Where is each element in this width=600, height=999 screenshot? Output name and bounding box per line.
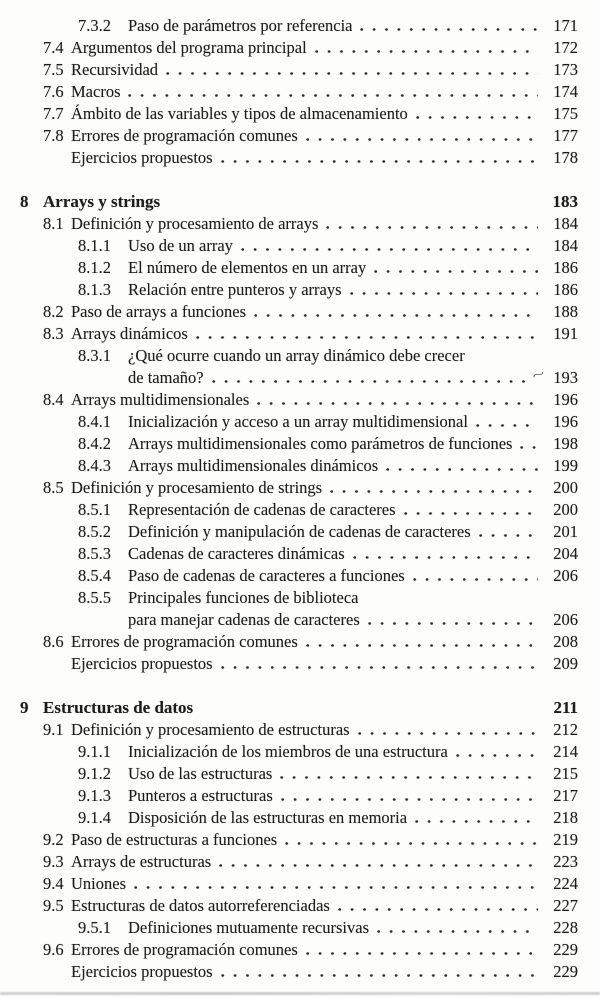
entry-title: Arrays y strings [43, 192, 161, 211]
entry-number: 7.5 [43, 60, 64, 79]
toc-chapter-9 [0, 697, 600, 719]
entry-number: 8.4.2 [78, 434, 111, 453]
toc-entry-ejercicios-propuestos-39 [0, 961, 600, 983]
entry-number: 7.4 [43, 38, 64, 57]
dot-leader [416, 116, 538, 119]
dot-leader [377, 930, 538, 933]
toc-entry-8.1.3 [0, 279, 600, 301]
entry-title: Recursividad [71, 60, 159, 79]
entry-page-number: 175 [553, 104, 578, 123]
entry-page-number: 191 [553, 324, 578, 343]
entry-title: El número de elementos en un array [128, 258, 367, 277]
entry-page-number: 206 [553, 566, 578, 585]
toc-entry-8.1.1 [0, 235, 600, 257]
entry-page-number: 193 [553, 368, 578, 387]
entry-page-number: 186 [553, 258, 578, 277]
dot-leader [315, 50, 538, 53]
entry-title: Principales funciones de biblioteca [128, 588, 359, 607]
entry-title: Argumentos del programa principal [71, 38, 307, 57]
toc-entry-7.3.2 [0, 15, 600, 37]
dot-leader [219, 864, 538, 867]
entry-page-number: 186 [553, 280, 578, 299]
entry-number: 9.6 [43, 940, 64, 959]
entry-page-number: 177 [553, 126, 578, 145]
entry-title: Errores de programación comunes [71, 632, 298, 651]
entry-title: ¿Qué ocurre cuando un array dinámico debe crecer [128, 346, 465, 365]
pencil-squiggle-artifact: ~ [530, 366, 548, 385]
dot-leader [221, 160, 538, 163]
dot-leader [368, 622, 538, 625]
dot-leader [386, 468, 538, 471]
toc-entry-8.2 [0, 301, 600, 323]
entry-number: 8 [20, 192, 29, 211]
entry-number: 9.4 [43, 874, 64, 893]
toc-entry-8.3.1 [0, 345, 600, 367]
entry-title: Ejercicios propuestos [71, 962, 213, 981]
entry-title: Errores de programación comunes [71, 126, 298, 145]
toc-entry-8.4 [0, 389, 600, 411]
entry-title: Uso de las estructuras [128, 764, 273, 783]
entry-title-continued: de tamaño? [128, 368, 204, 387]
entry-title: Definiciones mutuamente recursivas [128, 918, 369, 937]
entry-title: Inicialización de los miembros de una estructura [128, 742, 448, 761]
dot-leader [374, 270, 538, 273]
entry-number: 9.1.3 [78, 786, 111, 805]
dot-leader [254, 314, 538, 317]
toc-entry-ejercicios-propuestos-6 [0, 147, 600, 169]
toc-entry-continuation-8.3.1 [0, 367, 600, 389]
entry-number: 8.4.1 [78, 412, 111, 431]
entry-title: Arrays multidimensionales como parámetros de funciones [128, 434, 513, 453]
entry-title: Definición y procesamiento de estructuras [71, 720, 350, 739]
toc-entry-7.7 [0, 103, 600, 125]
toc-entry-8.5.5 [0, 587, 600, 609]
toc-entry-8.5.2 [0, 521, 600, 543]
entry-number: 8.5.1 [78, 500, 111, 519]
entry-title: Definición y manipulación de cadenas de caracteres [128, 522, 471, 541]
entry-page-number: 171 [553, 16, 578, 35]
entry-page-number: 229 [553, 940, 578, 959]
entry-number: 8.1 [43, 214, 64, 233]
toc-entry-8.1 [0, 213, 600, 235]
entry-title: Arrays dinámicos [71, 324, 188, 343]
entry-title: Relación entre punteros y arrays [128, 280, 342, 299]
toc-entry-ejercicios-propuestos-26 [0, 653, 600, 675]
entry-title: Paso de cadenas de caracteres a funciones [128, 566, 405, 585]
entry-title: Paso de estructuras a funciones [71, 830, 278, 849]
entry-number: 8.5.5 [78, 588, 111, 607]
entry-page-number: 214 [553, 742, 578, 761]
dot-leader [166, 72, 538, 75]
dot-leader [520, 446, 538, 449]
entry-page-number: 217 [553, 786, 578, 805]
entry-page-number: 183 [552, 192, 578, 211]
entry-number: 8.4 [43, 390, 64, 409]
toc-entry-7.8 [0, 125, 600, 147]
dot-leader [281, 798, 538, 801]
toc-entry-9.6 [0, 939, 600, 961]
dot-leader [456, 754, 538, 757]
entry-title: Paso de parámetros por referencia [128, 16, 353, 35]
toc-entry-7.4 [0, 37, 600, 59]
dot-leader [241, 248, 538, 251]
entry-title: Macros [71, 82, 121, 101]
toc-entry-8.5 [0, 477, 600, 499]
entry-page-number: 173 [553, 60, 578, 79]
entry-page-number: 199 [553, 456, 578, 475]
entry-page-number: 188 [553, 302, 578, 321]
entry-number: 7.3.2 [78, 16, 111, 35]
toc-chapter-8 [0, 191, 600, 213]
entry-page-number: 200 [553, 500, 578, 519]
toc-entry-9.1.4 [0, 807, 600, 829]
dot-leader [413, 578, 538, 581]
entry-number: 7.8 [43, 126, 64, 145]
dot-leader [280, 776, 538, 779]
dot-leader [257, 402, 538, 405]
entry-page-number: 198 [553, 434, 578, 453]
entry-number: 8.6 [43, 632, 64, 651]
dot-leader [285, 842, 538, 845]
entry-title-continued: para manejar cadenas de caracteres [128, 610, 360, 629]
entry-title: Errores de programación comunes [71, 940, 298, 959]
toc-entry-8.5.3 [0, 543, 600, 565]
entry-number: 8.5.4 [78, 566, 111, 585]
entry-number: 9 [20, 698, 29, 717]
toc-entry-8.1.2 [0, 257, 600, 279]
toc-entry-7.6 [0, 81, 600, 103]
entry-page-number: 212 [553, 720, 578, 739]
toc-entry-8.4.3 [0, 455, 600, 477]
dot-leader [404, 512, 538, 515]
entry-page-number: 228 [553, 918, 578, 937]
dot-leader [221, 974, 538, 977]
dot-leader [338, 908, 538, 911]
dot-leader [134, 886, 538, 889]
entry-page-number: 184 [553, 214, 578, 233]
entry-page-number: 201 [553, 522, 578, 541]
entry-title: Definición y procesamiento de strings [71, 478, 323, 497]
dot-leader [128, 94, 538, 97]
entry-number: 8.1.2 [78, 258, 111, 277]
entry-number: 8.3 [43, 324, 64, 343]
entry-title: Paso de arrays a funciones [71, 302, 247, 321]
toc-entry-8.4.2 [0, 433, 600, 455]
entry-page-number: 223 [553, 852, 578, 871]
entry-title: Ejercicios propuestos [71, 654, 213, 673]
toc-list [0, 15, 600, 983]
dot-leader [306, 952, 538, 955]
dot-leader [196, 336, 538, 339]
entry-title: Ámbito de las variables y tipos de almacenamiento [71, 104, 408, 123]
entry-title: Inicialización y acceso a un array multidimensional [128, 412, 468, 431]
toc-entry-8.4.1 [0, 411, 600, 433]
entry-number: 8.1.1 [78, 236, 111, 255]
toc-entry-8.5.1 [0, 499, 600, 521]
entry-number: 7.7 [43, 104, 64, 123]
entry-number: 8.5.2 [78, 522, 111, 541]
entry-number: 9.1 [43, 720, 64, 739]
dot-leader [353, 556, 538, 559]
dot-leader [221, 666, 538, 669]
toc-entry-9.3 [0, 851, 600, 873]
entry-page-number: 218 [553, 808, 578, 827]
dot-leader [326, 226, 538, 229]
entry-number: 8.2 [43, 302, 64, 321]
toc-entry-9.5.1 [0, 917, 600, 939]
dot-leader [306, 138, 538, 141]
entry-page-number: 206 [553, 610, 578, 629]
entry-title: Arrays multidimensionales dinámicos [128, 456, 379, 475]
dot-leader [306, 644, 538, 647]
toc-entry-9.1.1 [0, 741, 600, 763]
entry-title: Cadenas de caracteres dinámicas [128, 544, 345, 563]
entry-title: Estructuras de datos autorreferenciadas [71, 896, 330, 915]
entry-page-number: 229 [553, 962, 578, 981]
toc-entry-8.3 [0, 323, 600, 345]
entry-number: 9.3 [43, 852, 64, 871]
entry-title: Uso de un array [128, 236, 233, 255]
toc-entry-7.5 [0, 59, 600, 81]
entry-title: Uniones [71, 874, 126, 893]
entry-number: 9.5.1 [78, 918, 111, 937]
entry-title: Disposición de las estructuras en memoria [128, 808, 408, 827]
entry-title: Arrays multidimensionales [71, 390, 250, 409]
entry-page-number: 219 [553, 830, 578, 849]
entry-number: 9.1.1 [78, 742, 111, 761]
entry-number: 8.5 [43, 478, 64, 497]
entry-title: Estructuras de datos [43, 698, 194, 717]
scan-edge-artifact [0, 992, 600, 996]
toc-entry-9.4 [0, 873, 600, 895]
entry-page-number: 227 [553, 896, 578, 915]
dot-leader [479, 534, 538, 537]
toc-entry-8.5.4 [0, 565, 600, 587]
dot-leader [350, 292, 538, 295]
entry-number: 8.5.3 [78, 544, 111, 563]
entry-number: 9.1.2 [78, 764, 111, 783]
dot-leader [358, 732, 538, 735]
dot-leader [476, 424, 538, 427]
entry-page-number: 208 [553, 632, 578, 651]
entry-title: Punteros a estructuras [128, 786, 273, 805]
entry-page-number: 209 [553, 654, 578, 673]
entry-page-number: 215 [553, 764, 578, 783]
entry-page-number: 174 [553, 82, 578, 101]
toc-entry-9.2 [0, 829, 600, 851]
entry-page-number: 184 [553, 236, 578, 255]
entry-page-number: 200 [553, 478, 578, 497]
entry-number: 9.5 [43, 896, 64, 915]
dot-leader [330, 490, 538, 493]
entry-page-number: 204 [553, 544, 578, 563]
toc-entry-9.1 [0, 719, 600, 741]
entry-number: 8.3.1 [78, 346, 111, 365]
toc-entry-continuation-8.5.5 [0, 609, 600, 631]
entry-number: 7.6 [43, 82, 64, 101]
entry-title: Arrays de estructuras [71, 852, 212, 871]
dot-leader [415, 820, 538, 823]
entry-number: 9.1.4 [78, 808, 111, 827]
entry-number: 8.4.3 [78, 456, 111, 475]
entry-title: Representación de cadenas de caracteres [128, 500, 396, 519]
entry-number: 9.2 [43, 830, 64, 849]
entry-page-number: 172 [553, 38, 578, 57]
entry-title: Ejercicios propuestos [71, 148, 213, 167]
dot-leader [360, 28, 538, 31]
dot-leader [212, 380, 526, 383]
entry-title: Definición y procesamiento de arrays [71, 214, 319, 233]
toc-entry-9.5 [0, 895, 600, 917]
entry-page-number: 224 [553, 874, 578, 893]
toc-entry-9.1.3 [0, 785, 600, 807]
entry-page-number: 178 [553, 148, 578, 167]
entry-number: 8.1.3 [78, 280, 111, 299]
toc-entry-8.6 [0, 631, 600, 653]
entry-page-number: 211 [553, 698, 578, 717]
entry-page-number: 196 [553, 390, 578, 409]
entry-page-number: 196 [553, 412, 578, 431]
toc-entry-9.1.2 [0, 763, 600, 785]
